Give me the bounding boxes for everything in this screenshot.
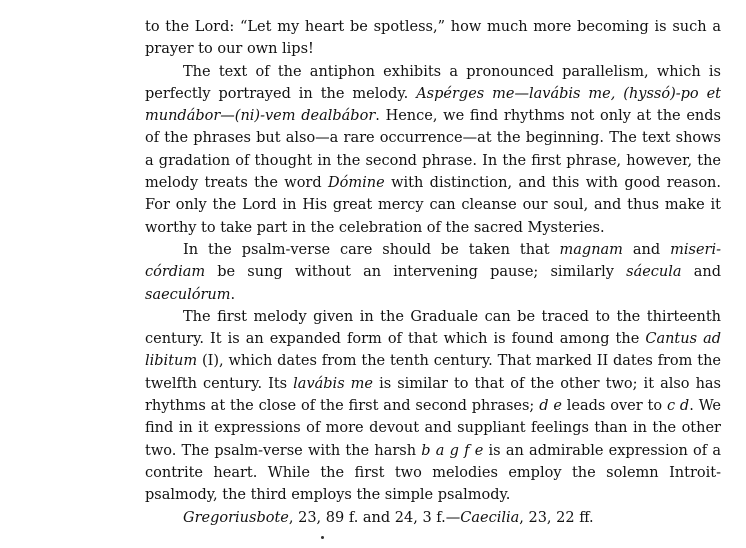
- paragraph-4: [145, 306, 721, 507]
- latin-text-segment: lavábis me: [293, 375, 374, 392]
- text-segment: and: [681, 264, 721, 281]
- text-segment: . We find in it expressions of more devout and suppliant feelings than in the other two. The psalm-verse with the harsh: [145, 398, 721, 459]
- paragraph-3: [145, 239, 721, 306]
- text-segment: is an admirable expression of a contrite heart. While the first two melodies employ the solemn Introit-psalmody, the third employs the simple psalmody.: [145, 442, 721, 504]
- text-segment: The text of the antiphon exhibits a pronounced parallelism, which is perfectly portrayed in the melody.: [145, 63, 721, 102]
- paragraph-1: [145, 16, 721, 61]
- latin-text-segment: Cantus ad libitum: [145, 331, 721, 370]
- text-segment: be sung without an intervening pause; similarly: [205, 264, 627, 281]
- note-names-segment: c d: [666, 398, 690, 415]
- latin-text-segment: magnam: [559, 241, 623, 258]
- note-names-segment: b a g f e: [421, 442, 484, 459]
- note-names-segment: d e: [539, 398, 562, 415]
- latin-text-segment: Dómine: [328, 175, 385, 192]
- text-segment: to the Lord: “Let my heart be spotless,” how much more becoming is such a prayer to our own lips!: [145, 19, 721, 58]
- reference-source-title: Caecilia: [460, 509, 520, 526]
- text-segment: (I), which dates from the tenth century. That marked II dates from the twelfth century. Its: [145, 353, 721, 392]
- latin-text-segment: miseri-córdiam: [145, 241, 721, 281]
- reference-text: , 23, 22 ff.: [519, 509, 594, 526]
- text-segment: with distinction, and this with good reason. For only the Lord in His great mercy can cleanse our soul, and thus make it worthy to take part in the celebration of the sacred Mysteries.: [145, 175, 721, 236]
- text-segment: .: [230, 286, 236, 303]
- text-segment: is similar to that of the other two; it also has rhythms at the close of the first and second phrases;: [145, 375, 721, 415]
- document-page: [145, 16, 721, 529]
- reference-source-title: Gregoriusbote: [183, 509, 289, 526]
- reference-text: , 23, 89 f. and 24, 3 f.—: [288, 509, 461, 526]
- latin-text-segment: saeculórum: [145, 286, 231, 303]
- bibliographic-reference: [145, 507, 721, 529]
- paragraph-2: [145, 61, 721, 239]
- latin-text-segment: Aspérges me—lavábis me, (hyssó)-po et mundábor—(ni)-vem dealbábor: [145, 85, 721, 125]
- text-segment: and: [622, 241, 671, 258]
- text-segment: The first melody given in the Graduale can be traced to the thirteenth century. It is an expanded form of that which is found among the: [145, 308, 721, 348]
- page-speck: [321, 536, 324, 539]
- text-segment: . Hence, we find rhythms not only at the ends of the phrases but also—a rare occurrence—at the beginning. The text shows a gradation of thought in the second phrase. In the first phrase, however, the melody treats the word: [145, 108, 721, 192]
- latin-text-segment: sáecula: [626, 264, 682, 281]
- text-segment: In the psalm-verse care should be taken that: [183, 241, 560, 258]
- text-segment: leads over to: [561, 398, 667, 415]
